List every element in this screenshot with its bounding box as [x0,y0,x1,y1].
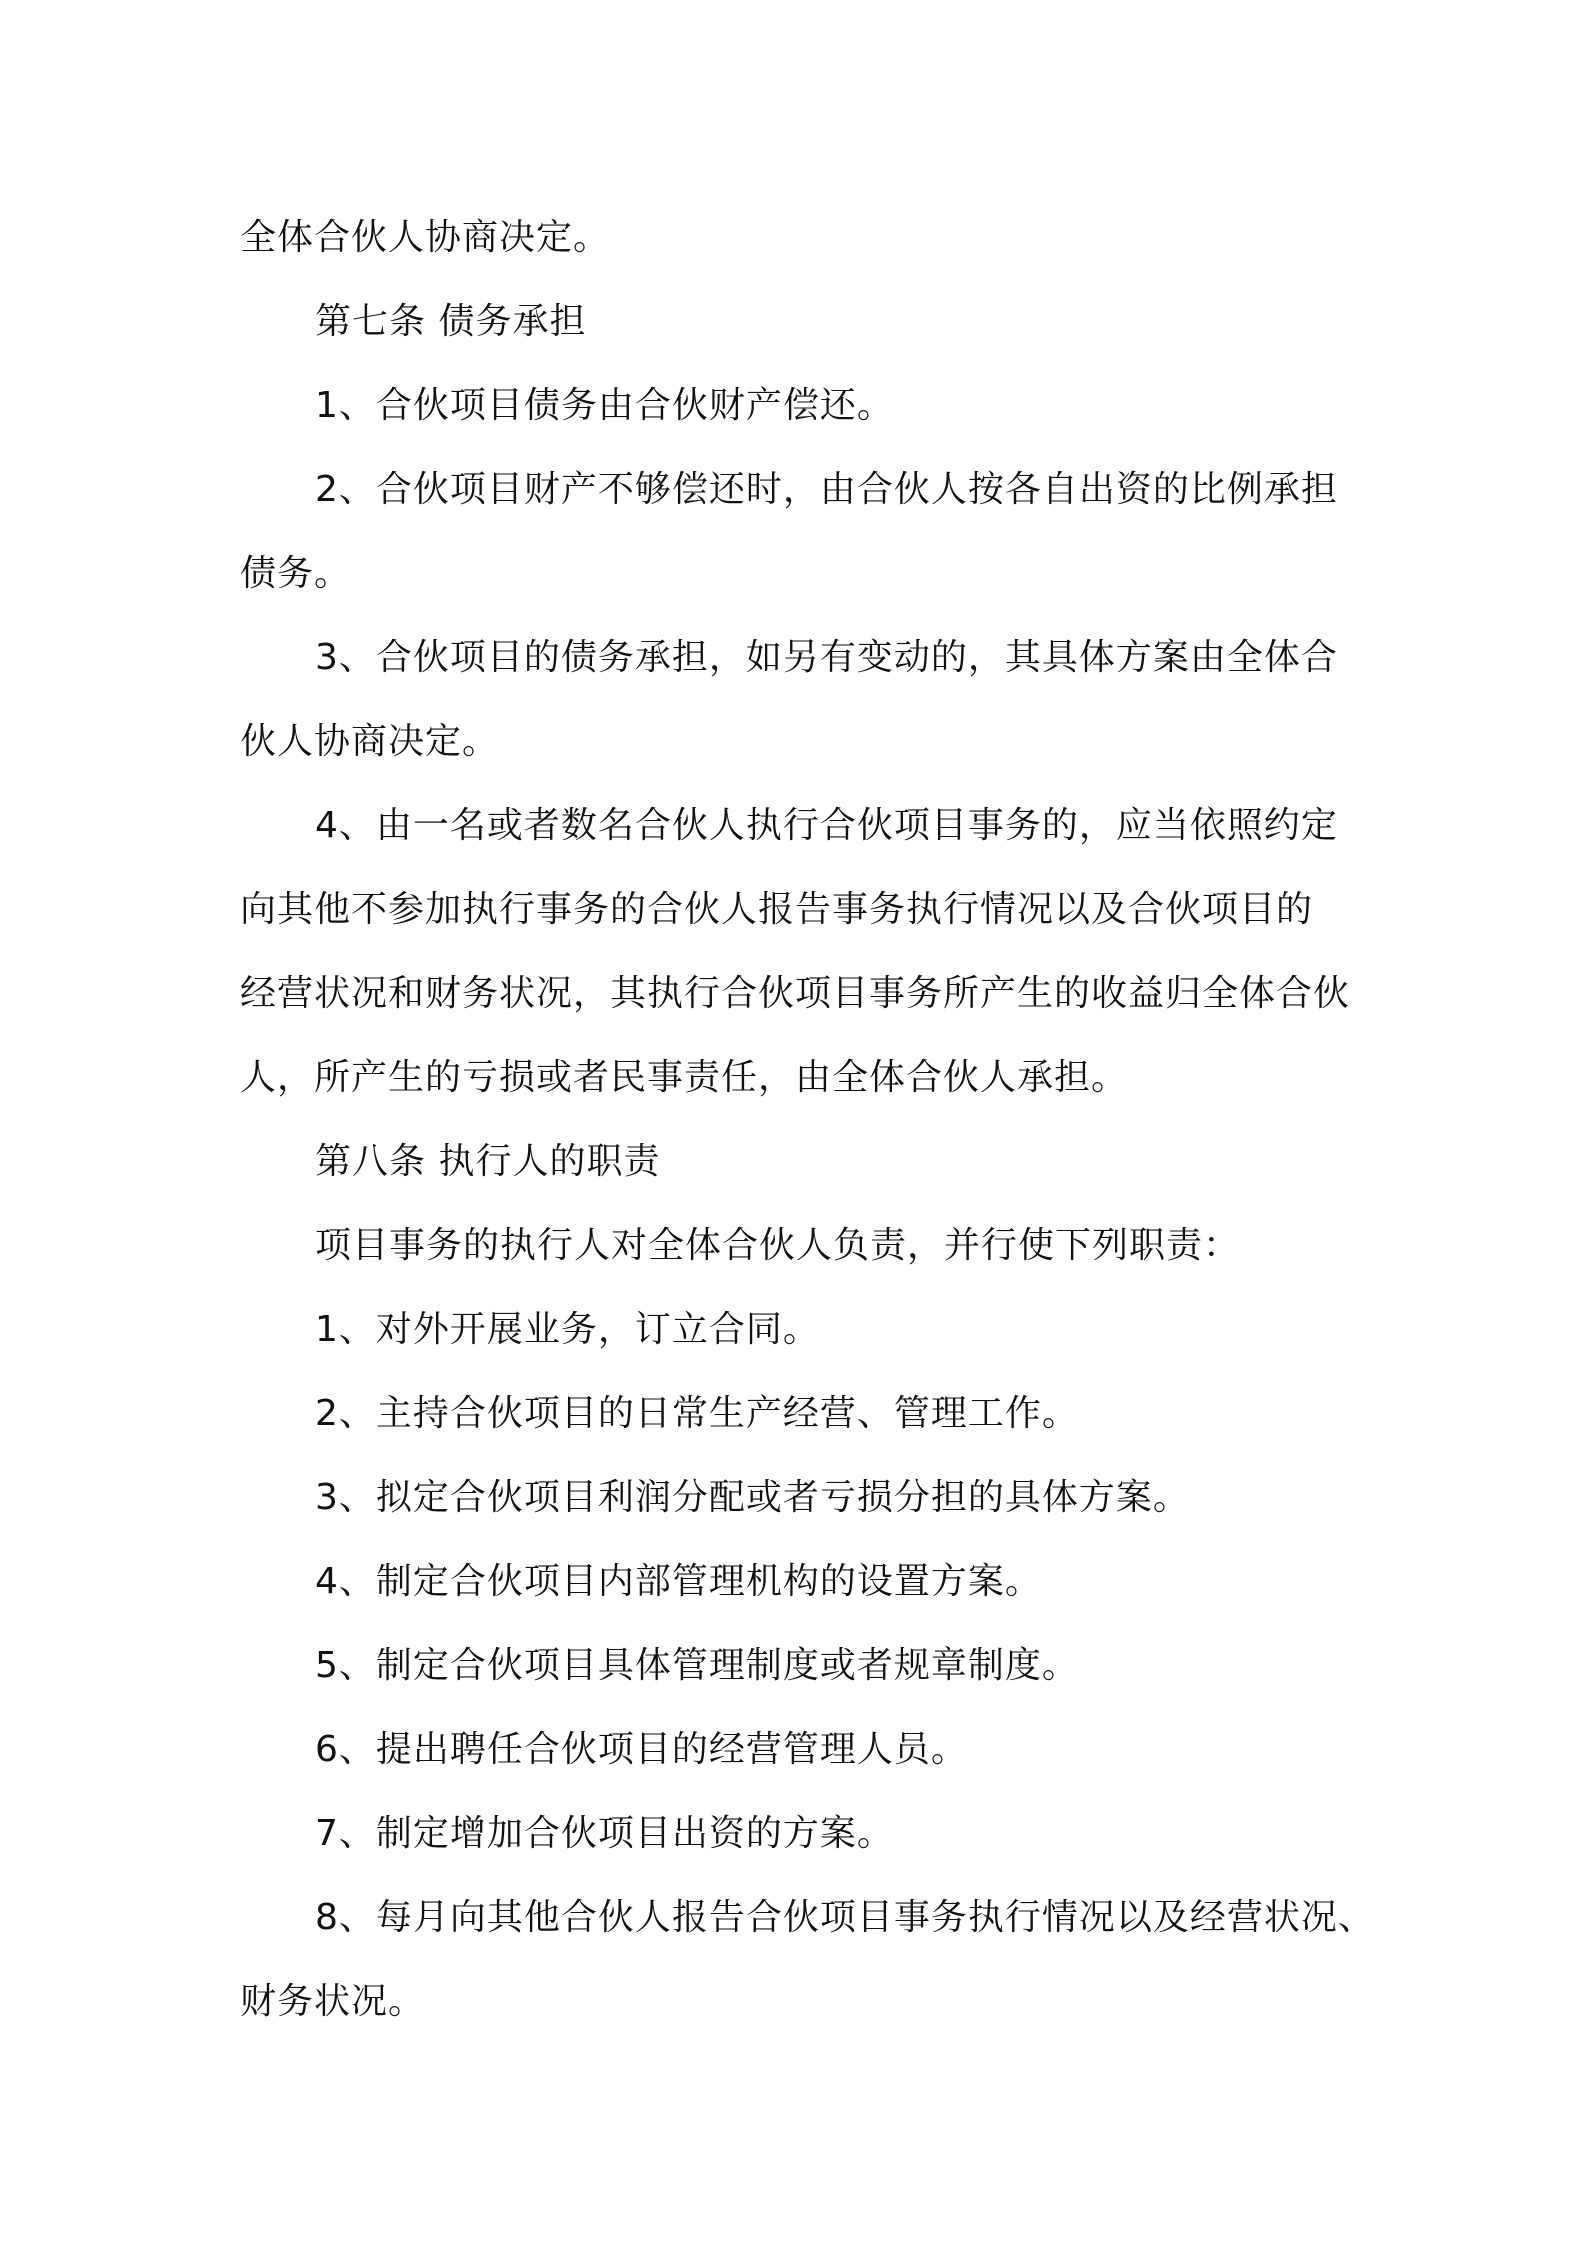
list-item: 4、制定合伙项目内部管理机构的设置方案。 [315,1561,1042,1602]
list-item: 7、制定增加合伙项目出资的方案。 [315,1813,894,1854]
text-line: 1、合伙项目债务由合伙财产偿还。 [315,385,894,426]
text-line: 人，所产生的亏损或者民事责任，由全体合伙人承担。 [240,1057,1129,1098]
text-line: 债务。 [240,553,352,594]
article-heading: 第七条 债务承担 [315,301,587,342]
list-item: 3、拟定合伙项目利润分配或者亏损分担的具体方案。 [315,1477,1190,1518]
text-line: 项目事务的执行人对全体合伙人负责，并行使下列职责： [315,1225,1241,1266]
list-item: 5、制定合伙项目具体管理制度或者规章制度。 [315,1645,1079,1686]
text-line: 向其他不参加执行事务的合伙人报告事务执行情况以及合伙项目的 [240,889,1314,930]
text-line: 4、由一名或者数名合伙人执行合伙项目事务的，应当依照约定 [315,805,1338,846]
list-item: 2、主持合伙项目的日常生产经营、管理工作。 [315,1393,1079,1434]
text-line: 经营状况和财务状况，其执行合伙项目事务所产生的收益归全体合伙 [240,973,1351,1014]
document-body [240,196,1375,2044]
text-line: 全体合伙人协商决定。 [240,217,611,258]
text-line: 3、合伙项目的债务承担，如另有变动的，其具体方案由全体合 [315,637,1338,678]
text-line: 伙人协商决定。 [240,721,500,762]
text-line: 财务状况。 [240,1981,426,2022]
list-item: 8、每月向其他合伙人报告合伙项目事务执行情况以及经营状况、 [315,1897,1375,1938]
text-line: 2、合伙项目财产不够偿还时，由合伙人按各自出资的比例承担 [315,469,1338,510]
list-item: 1、对外开展业务，订立合同。 [315,1309,820,1350]
list-item: 6、提出聘任合伙项目的经营管理人员。 [315,1729,968,1770]
article-heading: 第八条 执行人的职责 [315,1141,661,1182]
